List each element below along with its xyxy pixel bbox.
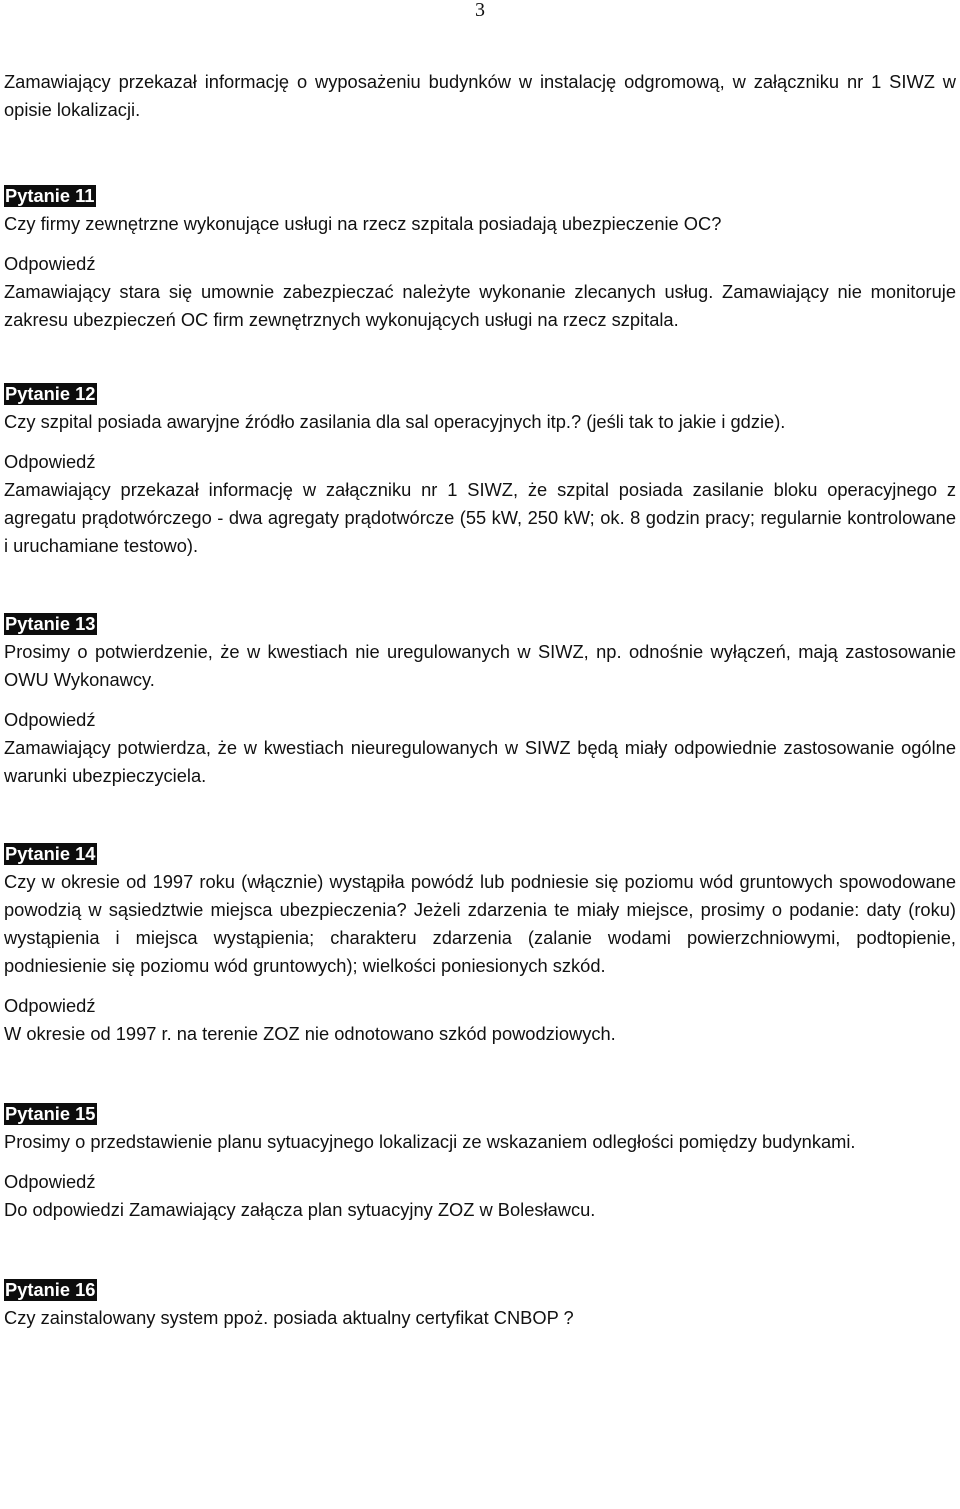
question-text: Prosimy o przedstawienie planu sytuacyjnego lokalizacji ze wskazaniem odległości pomiędzy budynkami. (4, 1131, 856, 1152)
qa-block-15 (4, 1100, 956, 1224)
qa-block-12 (4, 380, 956, 560)
intro-paragraph: Zamawiający przekazał informację o wyposażeniu budynków w instalację odgromową, w załączniku nr 1 SIWZ w opisie lokalizacji. (4, 71, 956, 120)
qa-block-16 (4, 1276, 956, 1332)
question-text: Czy zainstalowany system ppoż. posiada aktualny certyfikat CNBOP ? (4, 1307, 574, 1328)
question-label: Pytanie 16 (5, 1279, 96, 1300)
answer-text: Do odpowiedzi Zamawiający załącza plan sytuacyjny ZOZ w Bolesławcu. (4, 1199, 596, 1220)
answer-label: Odpowiedź (4, 451, 96, 472)
qa-block-11 (4, 182, 956, 334)
question-label: Pytanie 14 (5, 843, 96, 864)
question-text: Czy szpital posiada awaryjne źródło zasilania dla sal operacyjnych itp.? (jeśli tak to jakie i gdzie). (4, 411, 786, 432)
answer-text: Zamawiający przekazał informację w załączniku nr 1 SIWZ, że szpital posiada zasilanie bloku operacyjnego z agregatu prądotwórczego - dwa agregaty prądotwórcze (55 kW, 250 kW; ok. 8 godzin pracy; regularnie kontrolowane i uruchamiane testowo). (4, 479, 956, 556)
answer-label: Odpowiedź (4, 709, 96, 730)
answer-text: Zamawiający stara się umownie zabezpieczać należyte wykonanie zlecanych usług. Zamawiający nie monitoruje zakresu ubezpieczeń OC firm zewnętrznych wykonujących usługi na rzecz szpitala. (4, 281, 956, 330)
question-label: Pytanie 15 (5, 1103, 96, 1124)
page-number: 3 (475, 0, 485, 21)
question-label: Pytanie 11 (5, 185, 95, 206)
question-text: Czy w okresie od 1997 roku (włącznie) wystąpiła powódź lub podniesie się poziomu wód gruntowych spowodowane powodzią w sąsiedztwie miejsca ubezpieczenia? Jeżeli zdarzenia te miały miejsce, prosimy o podanie: daty (roku) wystąpienia i miejsca wystąpienia; charakteru zdarzenia (zalanie wodami powierzchniowymi, podtopienie, podniesienie się poziomu wód gruntowych); wielkości poniesionych szkód. (4, 871, 956, 976)
answer-label: Odpowiedź (4, 995, 96, 1016)
answer-label: Odpowiedź (4, 1171, 96, 1192)
question-label: Pytanie 12 (5, 383, 96, 404)
document-body (4, 68, 956, 1332)
question-label: Pytanie 13 (5, 613, 96, 634)
answer-text: W okresie od 1997 r. na terenie ZOZ nie odnotowano szkód powodziowych. (4, 1023, 616, 1044)
question-text: Prosimy o potwierdzenie, że w kwestiach nie uregulowanych w SIWZ, np. odnośnie wyłączeń, mają zastosowanie OWU Wykonawcy. (4, 641, 956, 690)
answer-text: Zamawiający potwierdza, że w kwestiach nieuregulowanych w SIWZ będą miały odpowiednie zastosowanie ogólne warunki ubezpieczyciela. (4, 737, 956, 786)
answer-label: Odpowiedź (4, 253, 96, 274)
qa-block-14 (4, 840, 956, 1048)
qa-block-13 (4, 610, 956, 790)
question-text: Czy firmy zewnętrzne wykonujące usługi na rzecz szpitala posiadają ubezpieczenie OC? (4, 213, 722, 234)
